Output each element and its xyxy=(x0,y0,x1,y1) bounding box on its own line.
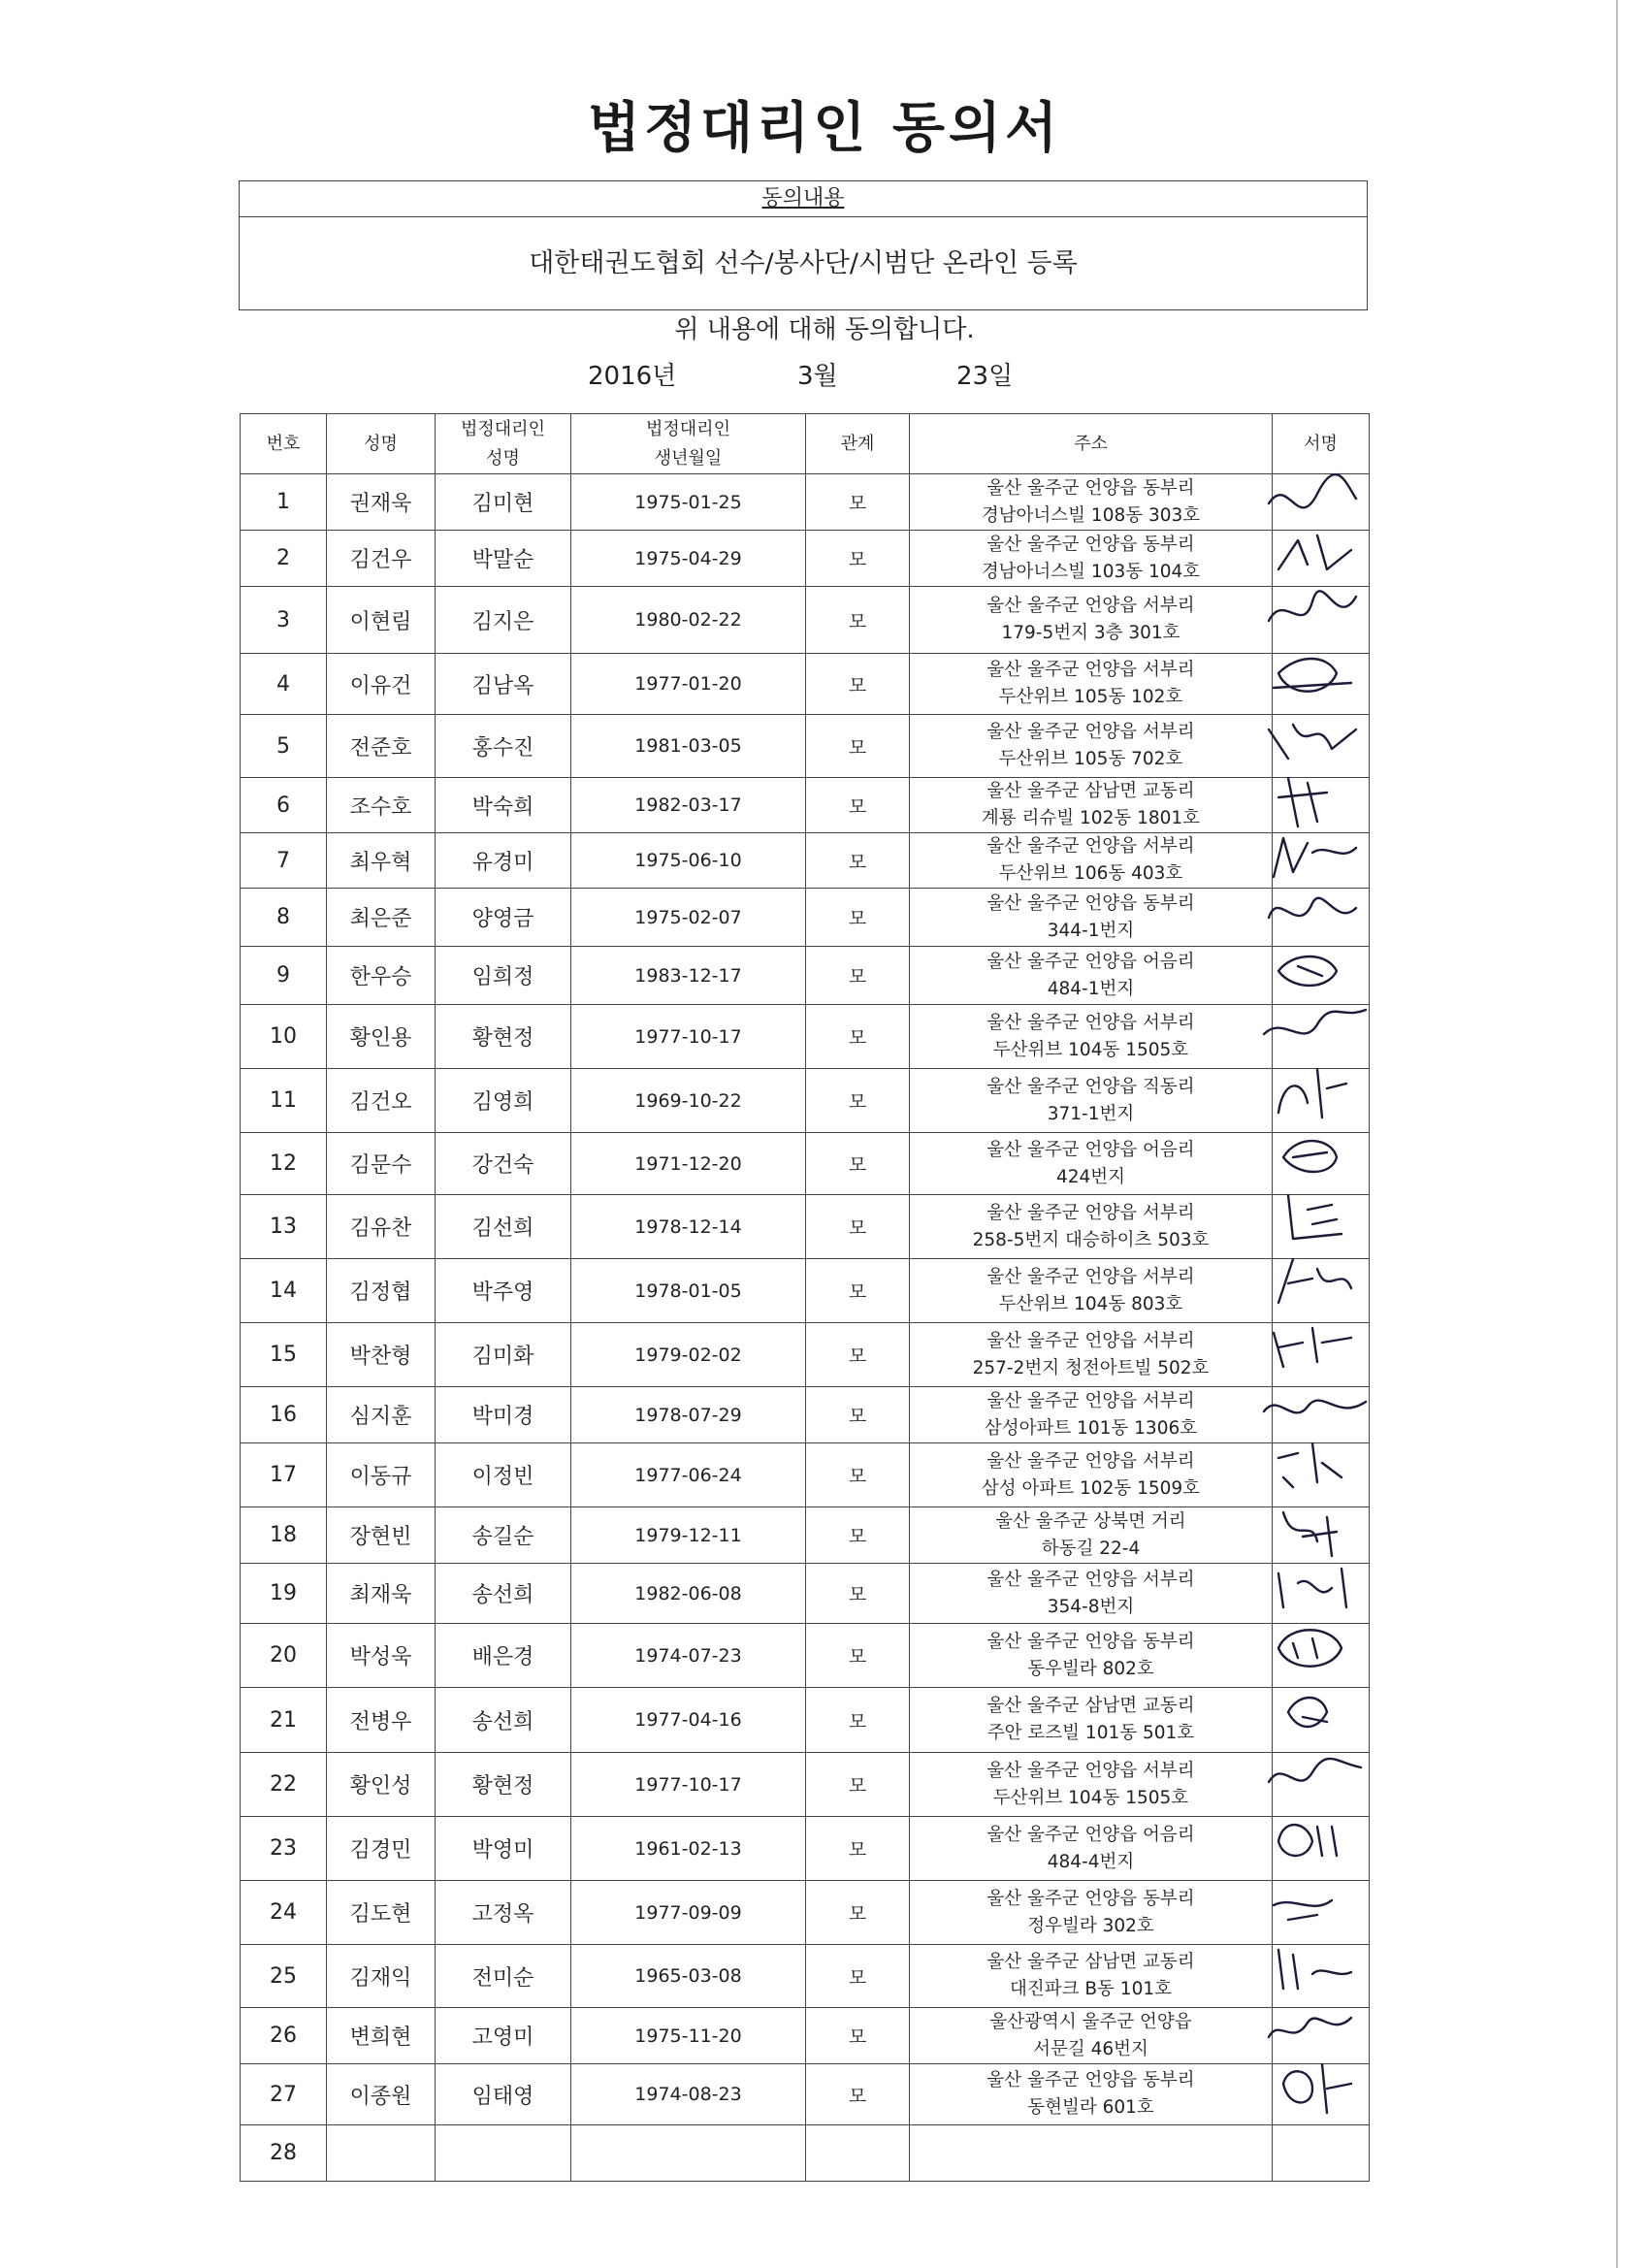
row-number: 2 xyxy=(241,531,327,587)
signature-stroke xyxy=(1283,1141,1337,1172)
row-number: 16 xyxy=(241,1387,327,1443)
table-row xyxy=(241,947,1370,1005)
col-header-guardian-birth: 법정대리인 생년월일 xyxy=(571,414,806,474)
table-row xyxy=(241,587,1370,654)
guardian-birthdate: 1977-10-17 xyxy=(571,1005,806,1069)
relation: 모 xyxy=(806,1881,910,1945)
guardian-name: 고영미 xyxy=(436,2008,571,2064)
guardian-birthdate xyxy=(571,2125,806,2182)
address xyxy=(910,2008,1273,2064)
col-header-name: 성명 xyxy=(327,414,436,474)
guardian-birthdate: 1975-01-25 xyxy=(571,474,806,531)
signature-stroke xyxy=(1264,1401,1366,1413)
guardian-name: 김영희 xyxy=(436,1069,571,1133)
child-name: 김문수 xyxy=(327,1133,436,1195)
address xyxy=(910,1069,1273,1133)
row-number: 24 xyxy=(241,1881,327,1945)
child-name: 김건오 xyxy=(327,1069,436,1133)
relation: 모 xyxy=(806,474,910,531)
row-number: 23 xyxy=(241,1817,327,1881)
child-name: 김유찬 xyxy=(327,1195,436,1259)
date-year: 2016년 xyxy=(588,362,677,391)
child-name: 박성욱 xyxy=(327,1624,436,1688)
signature-stroke xyxy=(1278,956,1337,986)
guardian-name: 송길순 xyxy=(436,1507,571,1564)
guardian-birthdate: 1983-12-17 xyxy=(571,947,806,1005)
relation: 모 xyxy=(806,1624,910,1688)
row-number: 13 xyxy=(241,1195,327,1259)
address xyxy=(910,1005,1273,1069)
address-line-1: 울산 울주군 언양읍 동부리 xyxy=(986,1631,1195,1652)
address-line-1: 울산 울주군 언양읍 서부리 xyxy=(986,596,1195,616)
address xyxy=(910,654,1273,715)
guardian-birthdate: 1982-03-17 xyxy=(571,778,806,833)
guardian-name: 박미경 xyxy=(436,1387,571,1443)
date-day: 23일 xyxy=(956,362,1014,391)
row-number: 17 xyxy=(241,1443,327,1507)
address-line-2: 344-1번지 xyxy=(1047,920,1135,941)
relation: 모 xyxy=(806,1688,910,1753)
address xyxy=(910,715,1273,778)
child-name: 최우혁 xyxy=(327,833,436,889)
address-line-1: 울산 울주군 언양읍 서부리 xyxy=(986,1330,1195,1351)
consent-table xyxy=(240,413,1370,2182)
address-line-2: 삼성 아파트 102동 1509호 xyxy=(981,1477,1201,1499)
row-number: 10 xyxy=(241,1005,327,1069)
relation: 모 xyxy=(806,715,910,778)
signature-stroke xyxy=(1278,1950,1351,1989)
address-line-1: 울산 울주군 언양읍 동부리 xyxy=(986,1888,1195,1909)
row-number: 4 xyxy=(241,654,327,715)
row-number: 25 xyxy=(241,1945,327,2008)
relation: 모 xyxy=(806,1069,910,1133)
row-number: 12 xyxy=(241,1133,327,1195)
guardian-birthdate: 1979-12-11 xyxy=(571,1507,806,1564)
signature-stroke xyxy=(1274,838,1356,877)
row-number: 20 xyxy=(241,1624,327,1688)
signature-stroke xyxy=(1269,2018,1351,2037)
guardian-name: 고정옥 xyxy=(436,1881,571,1945)
address-line-1: 울산 울주군 언양읍 서부리 xyxy=(986,1012,1195,1033)
relation: 모 xyxy=(806,1817,910,1881)
address-line-1: 울산 울주군 상북면 거리 xyxy=(995,1510,1186,1532)
address-line-2: 경남아너스빌 108동 303호 xyxy=(981,504,1201,526)
consent-box xyxy=(239,180,1368,310)
table-row xyxy=(241,778,1370,833)
address-line-1: 울산 울주군 언양읍 어음리 xyxy=(986,1139,1195,1160)
guardian-name xyxy=(436,2125,571,2182)
relation: 모 xyxy=(806,1133,910,1195)
child-name: 이현림 xyxy=(327,587,436,654)
signature-stroke xyxy=(1269,725,1356,759)
guardian-birthdate: 1978-07-29 xyxy=(571,1387,806,1443)
child-name: 심지훈 xyxy=(327,1387,436,1443)
guardian-name: 임태영 xyxy=(436,2064,571,2125)
handwritten-signature xyxy=(1259,2055,1375,2132)
address-line-1: 울산 울주군 언양읍 동부리 xyxy=(986,477,1195,499)
guardian-birthdate: 1975-11-20 xyxy=(571,2008,806,2064)
relation: 모 xyxy=(806,1387,910,1443)
address xyxy=(910,1945,1273,2008)
address-line-2: 354-8번지 xyxy=(1047,1596,1135,1617)
consent-content: 대한태권도협회 선수/봉사단/시범단 온라인 등록 xyxy=(529,248,1078,278)
guardian-name: 양영금 xyxy=(436,889,571,947)
guardian-name: 박숙희 xyxy=(436,778,571,833)
guardian-name: 황현정 xyxy=(436,1005,571,1069)
table-row xyxy=(241,1945,1370,2008)
address xyxy=(910,1817,1273,1881)
address-line-1: 울산 울주군 언양읍 서부리 xyxy=(986,1569,1195,1590)
row-number: 14 xyxy=(241,1259,327,1323)
signature-stroke xyxy=(1264,1010,1366,1034)
address xyxy=(910,1443,1273,1507)
table-row xyxy=(241,2008,1370,2064)
address-line-2: 두산위브 104동 803호 xyxy=(998,1293,1183,1314)
handwritten-signature xyxy=(1259,577,1375,655)
address xyxy=(910,1507,1273,1564)
address xyxy=(910,2064,1273,2125)
child-name: 최은준 xyxy=(327,889,436,947)
child-name: 최재욱 xyxy=(327,1564,436,1624)
table-row xyxy=(241,1259,1370,1323)
row-number: 22 xyxy=(241,1753,327,1817)
address-line-2: 179-5번지 3층 301호 xyxy=(1001,623,1180,643)
col-header-guardian-name: 법정대리인 성명 xyxy=(436,414,571,474)
guardian-name: 박영미 xyxy=(436,1817,571,1881)
guardian-birthdate: 1977-04-16 xyxy=(571,1688,806,1753)
relation: 모 xyxy=(806,587,910,654)
address-line-2: 서문길 46번지 xyxy=(1033,2038,1148,2059)
address-line-1: 울산 울주군 삼남면 교동리 xyxy=(986,1696,1195,1716)
address-line-2: 동우빌라 802호 xyxy=(1027,1658,1154,1679)
table-row xyxy=(241,1387,1370,1443)
row-number: 27 xyxy=(241,2064,327,2125)
guardian-birthdate: 1979-02-02 xyxy=(571,1323,806,1387)
table-row xyxy=(241,1881,1370,1945)
address xyxy=(910,1753,1273,1817)
table-row xyxy=(241,1443,1370,1507)
relation: 모 xyxy=(806,1753,910,1817)
address-line-2: 동현빌라 601호 xyxy=(1027,2097,1154,2118)
agree-statement: 위 내용에 대해 동의합니다. xyxy=(674,315,975,344)
guardian-name: 박말순 xyxy=(436,531,571,587)
row-number: 1 xyxy=(241,474,327,531)
relation: 모 xyxy=(806,2064,910,2125)
address xyxy=(910,1624,1273,1688)
address-line-1: 울산광역시 울주군 언양읍 xyxy=(989,2011,1192,2032)
table-row xyxy=(241,2064,1370,2125)
address xyxy=(910,833,1273,889)
signature-stroke xyxy=(1278,535,1351,569)
signature-stroke xyxy=(1283,1512,1337,1556)
relation: 모 xyxy=(806,1259,910,1323)
table-row xyxy=(241,1817,1370,1881)
address-line-1: 울산 울주군 언양읍 서부리 xyxy=(986,1450,1195,1472)
signature-stroke xyxy=(1278,1443,1342,1487)
col-header-address: 주소 xyxy=(910,414,1273,474)
child-name: 권재욱 xyxy=(327,474,436,531)
address-line-2: 두산위브 106동 403호 xyxy=(998,863,1183,884)
consent-header xyxy=(240,181,1367,217)
guardian-name: 박주영 xyxy=(436,1259,571,1323)
child-name xyxy=(327,2125,436,2182)
relation: 모 xyxy=(806,1945,910,2008)
child-name: 전준호 xyxy=(327,715,436,778)
relation: 모 xyxy=(806,1323,910,1387)
address xyxy=(910,1259,1273,1323)
relation: 모 xyxy=(806,1564,910,1624)
child-name: 장현빈 xyxy=(327,1507,436,1564)
child-name: 김건우 xyxy=(327,531,436,587)
child-name: 김재익 xyxy=(327,1945,436,2008)
address xyxy=(910,1564,1273,1624)
guardian-birthdate: 1978-01-05 xyxy=(571,1259,806,1323)
table-row xyxy=(241,889,1370,947)
child-name: 조수호 xyxy=(327,778,436,833)
address-line-2: 정우빌라 302호 xyxy=(1027,1915,1154,1936)
guardian-name: 유경미 xyxy=(436,833,571,889)
signature-stroke xyxy=(1269,474,1356,507)
guardian-birthdate: 1971-12-20 xyxy=(571,1133,806,1195)
child-name: 황인성 xyxy=(327,1753,436,1817)
child-name: 김정협 xyxy=(327,1259,436,1323)
guardian-birthdate: 1975-06-10 xyxy=(571,833,806,889)
guardian-name: 전미순 xyxy=(436,1945,571,2008)
table-header-row xyxy=(241,414,1370,474)
guardian-birthdate: 1974-07-23 xyxy=(571,1624,806,1688)
child-name: 변희현 xyxy=(327,2008,436,2064)
guardian-name: 김미현 xyxy=(436,474,571,531)
signature-stroke xyxy=(1283,2064,1351,2113)
child-name: 한우승 xyxy=(327,947,436,1005)
signature-stroke xyxy=(1278,1259,1351,1303)
relation: 모 xyxy=(806,531,910,587)
table-row xyxy=(241,1507,1370,1564)
col-header-no: 번호 xyxy=(241,414,327,474)
address-line-2: 계룡 리슈빌 102동 1801호 xyxy=(981,808,1201,828)
address-line-2: 두산위브 104동 1505호 xyxy=(992,1787,1189,1808)
signature-stroke xyxy=(1278,1569,1346,1607)
address xyxy=(910,778,1273,833)
table-row xyxy=(241,715,1370,778)
address-line-2: 두산위브 105동 702호 xyxy=(998,749,1183,769)
guardian-birthdate: 1977-06-24 xyxy=(571,1443,806,1507)
address-line-1: 울산 울주군 언양읍 서부리 xyxy=(986,722,1195,742)
table-row xyxy=(241,1069,1370,1133)
table-row xyxy=(241,1564,1370,1624)
signature-stroke xyxy=(1278,1630,1342,1667)
table-row xyxy=(241,654,1370,715)
address-line-2: 두산위브 104동 1505호 xyxy=(992,1039,1189,1060)
child-name: 박찬형 xyxy=(327,1323,436,1387)
address-line-2: 대진파크 B동 101호 xyxy=(1010,1979,1172,1999)
relation: 모 xyxy=(806,2008,910,2064)
row-number: 5 xyxy=(241,715,327,778)
address xyxy=(910,2125,1273,2182)
address xyxy=(910,531,1273,587)
address-line-1: 울산 울주군 언양읍 서부리 xyxy=(986,660,1195,680)
signature-cell xyxy=(1273,2125,1370,2182)
address-line-2: 258-5번지 대승하이츠 503호 xyxy=(972,1229,1210,1250)
child-name: 전병우 xyxy=(327,1688,436,1753)
address xyxy=(910,1323,1273,1387)
consent-header-label: 동의내용 xyxy=(761,186,845,211)
address-line-2: 삼성아파트 101동 1306호 xyxy=(984,1417,1198,1439)
address-line-2: 경남아너스빌 103동 104호 xyxy=(981,561,1201,582)
table-row xyxy=(241,1133,1370,1195)
row-number: 21 xyxy=(241,1688,327,1753)
document-title: 법정대리인 동의서 xyxy=(587,96,1062,160)
col-header-relation: 관계 xyxy=(806,414,910,474)
relation: 모 xyxy=(806,833,910,889)
signature-stroke xyxy=(1274,1328,1351,1367)
guardian-name: 강건숙 xyxy=(436,1133,571,1195)
address-line-2: 257-2번지 청전아트빌 502호 xyxy=(972,1357,1210,1378)
guardian-name: 홍수진 xyxy=(436,715,571,778)
row-number: 7 xyxy=(241,833,327,889)
address-line-1: 울산 울주군 언양읍 직동리 xyxy=(986,1076,1195,1097)
address-line-2: 하동길 22-4 xyxy=(1041,1538,1141,1559)
signature-stroke xyxy=(1274,1900,1332,1920)
address-line-1: 울산 울주군 언양읍 서부리 xyxy=(986,1390,1195,1411)
signature-stroke xyxy=(1288,1195,1342,1239)
child-name: 이동규 xyxy=(327,1443,436,1507)
guardian-name: 임희정 xyxy=(436,947,571,1005)
guardian-name: 송선희 xyxy=(436,1688,571,1753)
guardian-birthdate: 1978-12-14 xyxy=(571,1195,806,1259)
address-line-1: 울산 울주군 삼남면 교동리 xyxy=(986,1952,1195,1972)
address-line-2: 484-4번지 xyxy=(1047,1851,1135,1872)
guardian-birthdate: 1977-01-20 xyxy=(571,654,806,715)
row-number: 6 xyxy=(241,778,327,833)
table-row xyxy=(241,1323,1370,1387)
address-line-1: 울산 울주군 언양읍 동부리 xyxy=(986,534,1195,555)
table-row xyxy=(241,833,1370,889)
row-number: 18 xyxy=(241,1507,327,1564)
relation: 모 xyxy=(806,654,910,715)
row-number: 26 xyxy=(241,2008,327,2064)
child-name: 김도현 xyxy=(327,1881,436,1945)
signature-stroke xyxy=(1269,1759,1361,1782)
guardian-birthdate: 1977-10-17 xyxy=(571,1753,806,1817)
guardian-birthdate: 1965-03-08 xyxy=(571,1945,806,2008)
row-number: 11 xyxy=(241,1069,327,1133)
address-line-1: 울산 울주군 언양읍 어음리 xyxy=(986,951,1195,972)
row-number: 28 xyxy=(241,2125,327,2182)
table-row xyxy=(241,2125,1370,2182)
table-row xyxy=(241,1688,1370,1753)
guardian-birthdate: 1977-09-09 xyxy=(571,1881,806,1945)
address xyxy=(910,1881,1273,1945)
child-name: 이종원 xyxy=(327,2064,436,2125)
guardian-birthdate: 1961-02-13 xyxy=(571,1817,806,1881)
guardian-birthdate: 1982-06-08 xyxy=(571,1564,806,1624)
address-line-1: 울산 울주군 언양읍 어음리 xyxy=(986,1824,1195,1845)
address-line-2: 371-1번지 xyxy=(1047,1103,1135,1124)
table-row xyxy=(241,531,1370,587)
child-name: 김경민 xyxy=(327,1817,436,1881)
address xyxy=(910,947,1273,1005)
row-number: 15 xyxy=(241,1323,327,1387)
table-row xyxy=(241,474,1370,531)
col-header-signature: 서명 xyxy=(1273,414,1370,474)
relation: 모 xyxy=(806,947,910,1005)
guardian-name: 김선희 xyxy=(436,1195,571,1259)
relation: 모 xyxy=(806,778,910,833)
address xyxy=(910,889,1273,947)
address-line-1: 울산 울주군 언양읍 서부리 xyxy=(986,1202,1195,1223)
address-line-1: 울산 울주군 언양읍 동부리 xyxy=(986,2070,1195,2090)
relation: 모 xyxy=(806,1195,910,1259)
table-row xyxy=(241,1005,1370,1069)
child-name: 이유건 xyxy=(327,654,436,715)
guardian-name: 송선희 xyxy=(436,1564,571,1624)
address xyxy=(910,1195,1273,1259)
signature-stroke xyxy=(1278,1825,1337,1856)
row-number: 8 xyxy=(241,889,327,947)
address-line-1: 울산 울주군 언양읍 서부리 xyxy=(986,836,1195,857)
signature-cell xyxy=(1273,2064,1370,2125)
row-number: 9 xyxy=(241,947,327,1005)
guardian-birthdate: 1975-04-29 xyxy=(571,531,806,587)
guardian-name: 김미화 xyxy=(436,1323,571,1387)
guardian-name: 배은경 xyxy=(436,1624,571,1688)
date-month: 3월 xyxy=(797,362,838,391)
guardian-birthdate: 1975-02-07 xyxy=(571,889,806,947)
table-row xyxy=(241,1195,1370,1259)
signature-stroke xyxy=(1269,591,1356,621)
address xyxy=(910,474,1273,531)
relation: 모 xyxy=(806,1507,910,1564)
signature-stroke xyxy=(1269,898,1356,918)
address-line-1: 울산 울주군 언양읍 서부리 xyxy=(986,1760,1195,1781)
relation: 모 xyxy=(806,1005,910,1069)
relation: 모 xyxy=(806,889,910,947)
table-row xyxy=(241,1624,1370,1688)
guardian-birthdate: 1980-02-22 xyxy=(571,587,806,654)
row-number: 3 xyxy=(241,587,327,654)
address-line-2: 두산위브 105동 102호 xyxy=(998,687,1183,707)
guardian-name: 이정빈 xyxy=(436,1443,571,1507)
child-name: 황인용 xyxy=(327,1005,436,1069)
relation xyxy=(806,2125,910,2182)
guardian-birthdate: 1981-03-05 xyxy=(571,715,806,778)
guardian-birthdate: 1969-10-22 xyxy=(571,1069,806,1133)
table-row xyxy=(241,1753,1370,1817)
signature-stroke xyxy=(1278,1069,1346,1118)
address-line-1: 울산 울주군 언양읍 동부리 xyxy=(986,892,1195,914)
address-line-2: 주안 로즈빌 101동 501호 xyxy=(986,1723,1195,1743)
address-line-2: 484-1번지 xyxy=(1047,978,1135,999)
address-line-1: 울산 울주군 언양읍 서부리 xyxy=(986,1266,1195,1287)
signature-stroke xyxy=(1278,778,1327,826)
signature-stroke xyxy=(1288,1698,1327,1727)
relation: 모 xyxy=(806,1443,910,1507)
guardian-name: 김지은 xyxy=(436,587,571,654)
guardian-name: 황현정 xyxy=(436,1753,571,1817)
guardian-birthdate: 1974-08-23 xyxy=(571,2064,806,2125)
address xyxy=(910,587,1273,654)
signature-stroke xyxy=(1274,659,1351,692)
address-line-1: 울산 울주군 삼남면 교동리 xyxy=(986,781,1195,801)
guardian-name: 김남옥 xyxy=(436,654,571,715)
address xyxy=(910,1387,1273,1443)
address xyxy=(910,1133,1273,1195)
row-number: 19 xyxy=(241,1564,327,1624)
address-line-2: 424번지 xyxy=(1055,1166,1126,1187)
address xyxy=(910,1688,1273,1753)
